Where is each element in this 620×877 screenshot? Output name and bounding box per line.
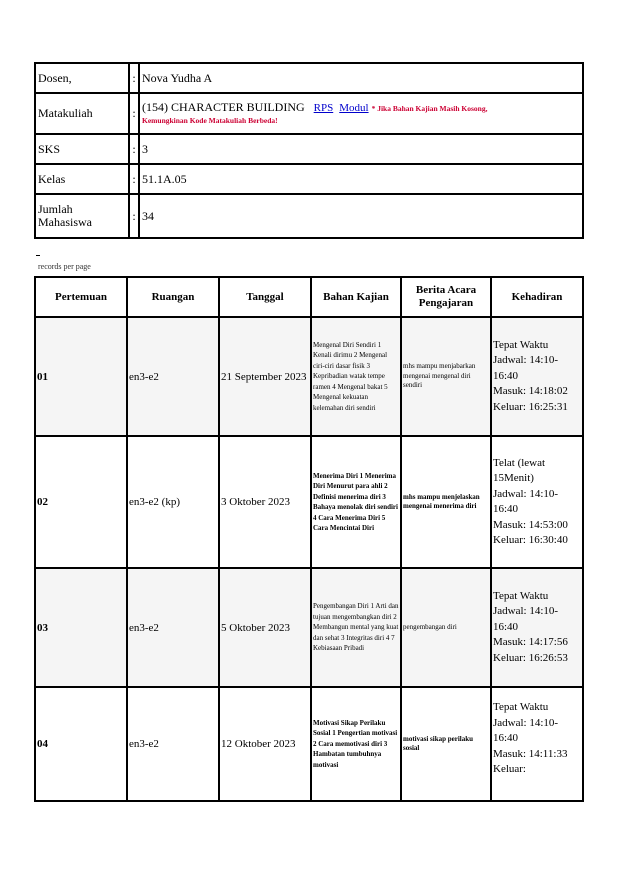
kehadiran-keluar: Keluar: (493, 763, 526, 775)
tanggal-cell: 3 Oktober 2023 (219, 436, 311, 568)
kelas-label: Kelas (35, 164, 129, 194)
pertemuan-cell: 02 (35, 436, 127, 568)
bahan-kajian-cell: Menerima Diri 1 Menerima Diri Menurut para ahli 2 Definisi menerima diri 3 Bahaya menolak diri sendiri 4 Cara Menerima Diri 5 Cara Mencintai Diri (311, 436, 401, 568)
kehadiran-masuk: Masuk: 14:11:33 (493, 747, 568, 760)
matakuliah-value: (154) CHARACTER BUILDING (142, 100, 305, 114)
jumlah-label-line1: Jumlah (38, 202, 73, 216)
separator: : (129, 134, 139, 164)
attendance-table (34, 276, 584, 802)
table-row (35, 687, 583, 801)
kehadiran-keluar: Keluar: 16:26:53 (493, 651, 568, 664)
kehadiran-status: Tepat Waktu (493, 338, 549, 351)
ruangan-cell: en3-e2 (kp) (127, 436, 219, 568)
kehadiran-jadwal: Jadwal: 14:10-16:40 (493, 354, 559, 382)
course-info-table (34, 62, 584, 239)
kehadiran-jadwal: Jadwal: 14:10-16:40 (493, 487, 559, 515)
header-bahan-kajian[interactable]: Bahan Kajian (311, 277, 401, 317)
info-row-matakuliah (35, 93, 583, 134)
kehadiran-status: Telat (lewat 15Menit) (493, 456, 546, 484)
info-row-dosen (35, 63, 583, 93)
header-pertemuan[interactable]: Pertemuan (35, 277, 127, 317)
modul-link[interactable]: Modul (339, 102, 369, 114)
kehadiran-cell (491, 317, 583, 436)
table-header-row (35, 277, 583, 317)
separator: : (129, 63, 139, 93)
separator: : (129, 164, 139, 194)
separator: : (129, 194, 139, 238)
pertemuan-cell: 04 (35, 687, 127, 801)
dosen-label: Dosen, (35, 63, 129, 93)
berita-acara-cell: mhs mampu menjelaskan mengenai menerima diri (401, 436, 491, 568)
table-row (35, 568, 583, 687)
bahan-kajian-cell: Pengembangan Diri 1 Arti dan tujuan mengembangkan diri 2 Membangun mental yang kuat dan sehat 3 Integritas diri 4 7 Kebiasaan Pribadi (311, 568, 401, 687)
matakuliah-value-cell (139, 93, 583, 134)
rps-link[interactable]: RPS (313, 102, 334, 114)
kehadiran-status: Tepat Waktu (493, 589, 549, 602)
bahan-kajian-cell: Mengenal Diri Sendiri 1 Kenali dirimu 2 Mengenal ciri-ciri dasar fisik 3 Kepribadian watak tempe ramen 4 Mengenal bakat 5 Mengenal kekuatan kelemahan diri sendiri (311, 317, 401, 436)
header-tanggal[interactable]: Tanggal (219, 277, 311, 317)
sks-label: SKS (35, 134, 129, 164)
kehadiran-status: Tepat Waktu (493, 701, 549, 713)
jumlah-value: 34 (139, 194, 583, 238)
tanggal-cell: 5 Oktober 2023 (219, 568, 311, 687)
table-row (35, 436, 583, 568)
dosen-value: Nova Yudha A (139, 63, 583, 93)
kehadiran-jadwal: Jadwal: 14:10-16:40 (493, 716, 559, 744)
tanggal-cell: 12 Oktober 2023 (219, 687, 311, 801)
sks-value: 3 (139, 134, 583, 164)
jumlah-label (35, 194, 129, 238)
kehadiran-masuk: Masuk: 14:53:00 (493, 518, 568, 531)
matakuliah-label: Matakuliah (35, 93, 129, 134)
berita-acara-cell: pengembangan diri (401, 568, 491, 687)
info-row-sks (35, 134, 583, 164)
kehadiran-masuk: Masuk: 14:17:56 (493, 636, 568, 649)
kode-note: Kemungkinan Kode Matakuliah Berbeda! (142, 116, 278, 125)
records-select-placeholder[interactable] (36, 255, 40, 256)
header-kehadiran[interactable]: Kehadiran (491, 277, 583, 317)
kehadiran-cell (491, 568, 583, 687)
berita-acara-cell: motivasi sikap perilaku sosial (401, 687, 491, 801)
kehadiran-cell (491, 687, 583, 801)
ruangan-cell: en3-e2 (127, 687, 219, 801)
pertemuan-cell: 01 (35, 317, 127, 436)
kehadiran-keluar: Keluar: 16:25:31 (493, 400, 568, 413)
kosong-note: * Jika Bahan Kajian Masih Kosong, (371, 104, 488, 113)
kelas-value: 51.1A.05 (139, 164, 583, 194)
bahan-kajian-cell: Motivasi Sikap Perilaku Sosial 1 Pengertian motivasi 2 Cara memotivasi diri 3 Hambatan tumbuhnya motivasi (311, 687, 401, 801)
ruangan-cell: en3-e2 (127, 317, 219, 436)
records-per-page-label: records per page (38, 262, 91, 271)
header-berita-acara[interactable]: Berita Acara Pengajaran (401, 277, 491, 317)
kehadiran-keluar: Keluar: 16:30:40 (493, 534, 568, 546)
table-row (35, 317, 583, 436)
pertemuan-cell: 03 (35, 568, 127, 687)
separator: : (129, 93, 139, 134)
kehadiran-masuk: Masuk: 14:18:02 (493, 385, 568, 398)
tanggal-cell: 21 September 2023 (219, 317, 311, 436)
berita-acara-cell: mhs mampu menjabarkan mengenai mengenal diri sendiri (401, 317, 491, 436)
jumlah-label-line2: Mahasiswa (38, 215, 92, 229)
header-ruangan[interactable]: Ruangan (127, 277, 219, 317)
info-row-jumlah (35, 194, 583, 238)
kehadiran-cell (491, 436, 583, 568)
info-row-kelas (35, 164, 583, 194)
ruangan-cell: en3-e2 (127, 568, 219, 687)
kehadiran-jadwal: Jadwal: 14:10-16:40 (493, 605, 559, 633)
